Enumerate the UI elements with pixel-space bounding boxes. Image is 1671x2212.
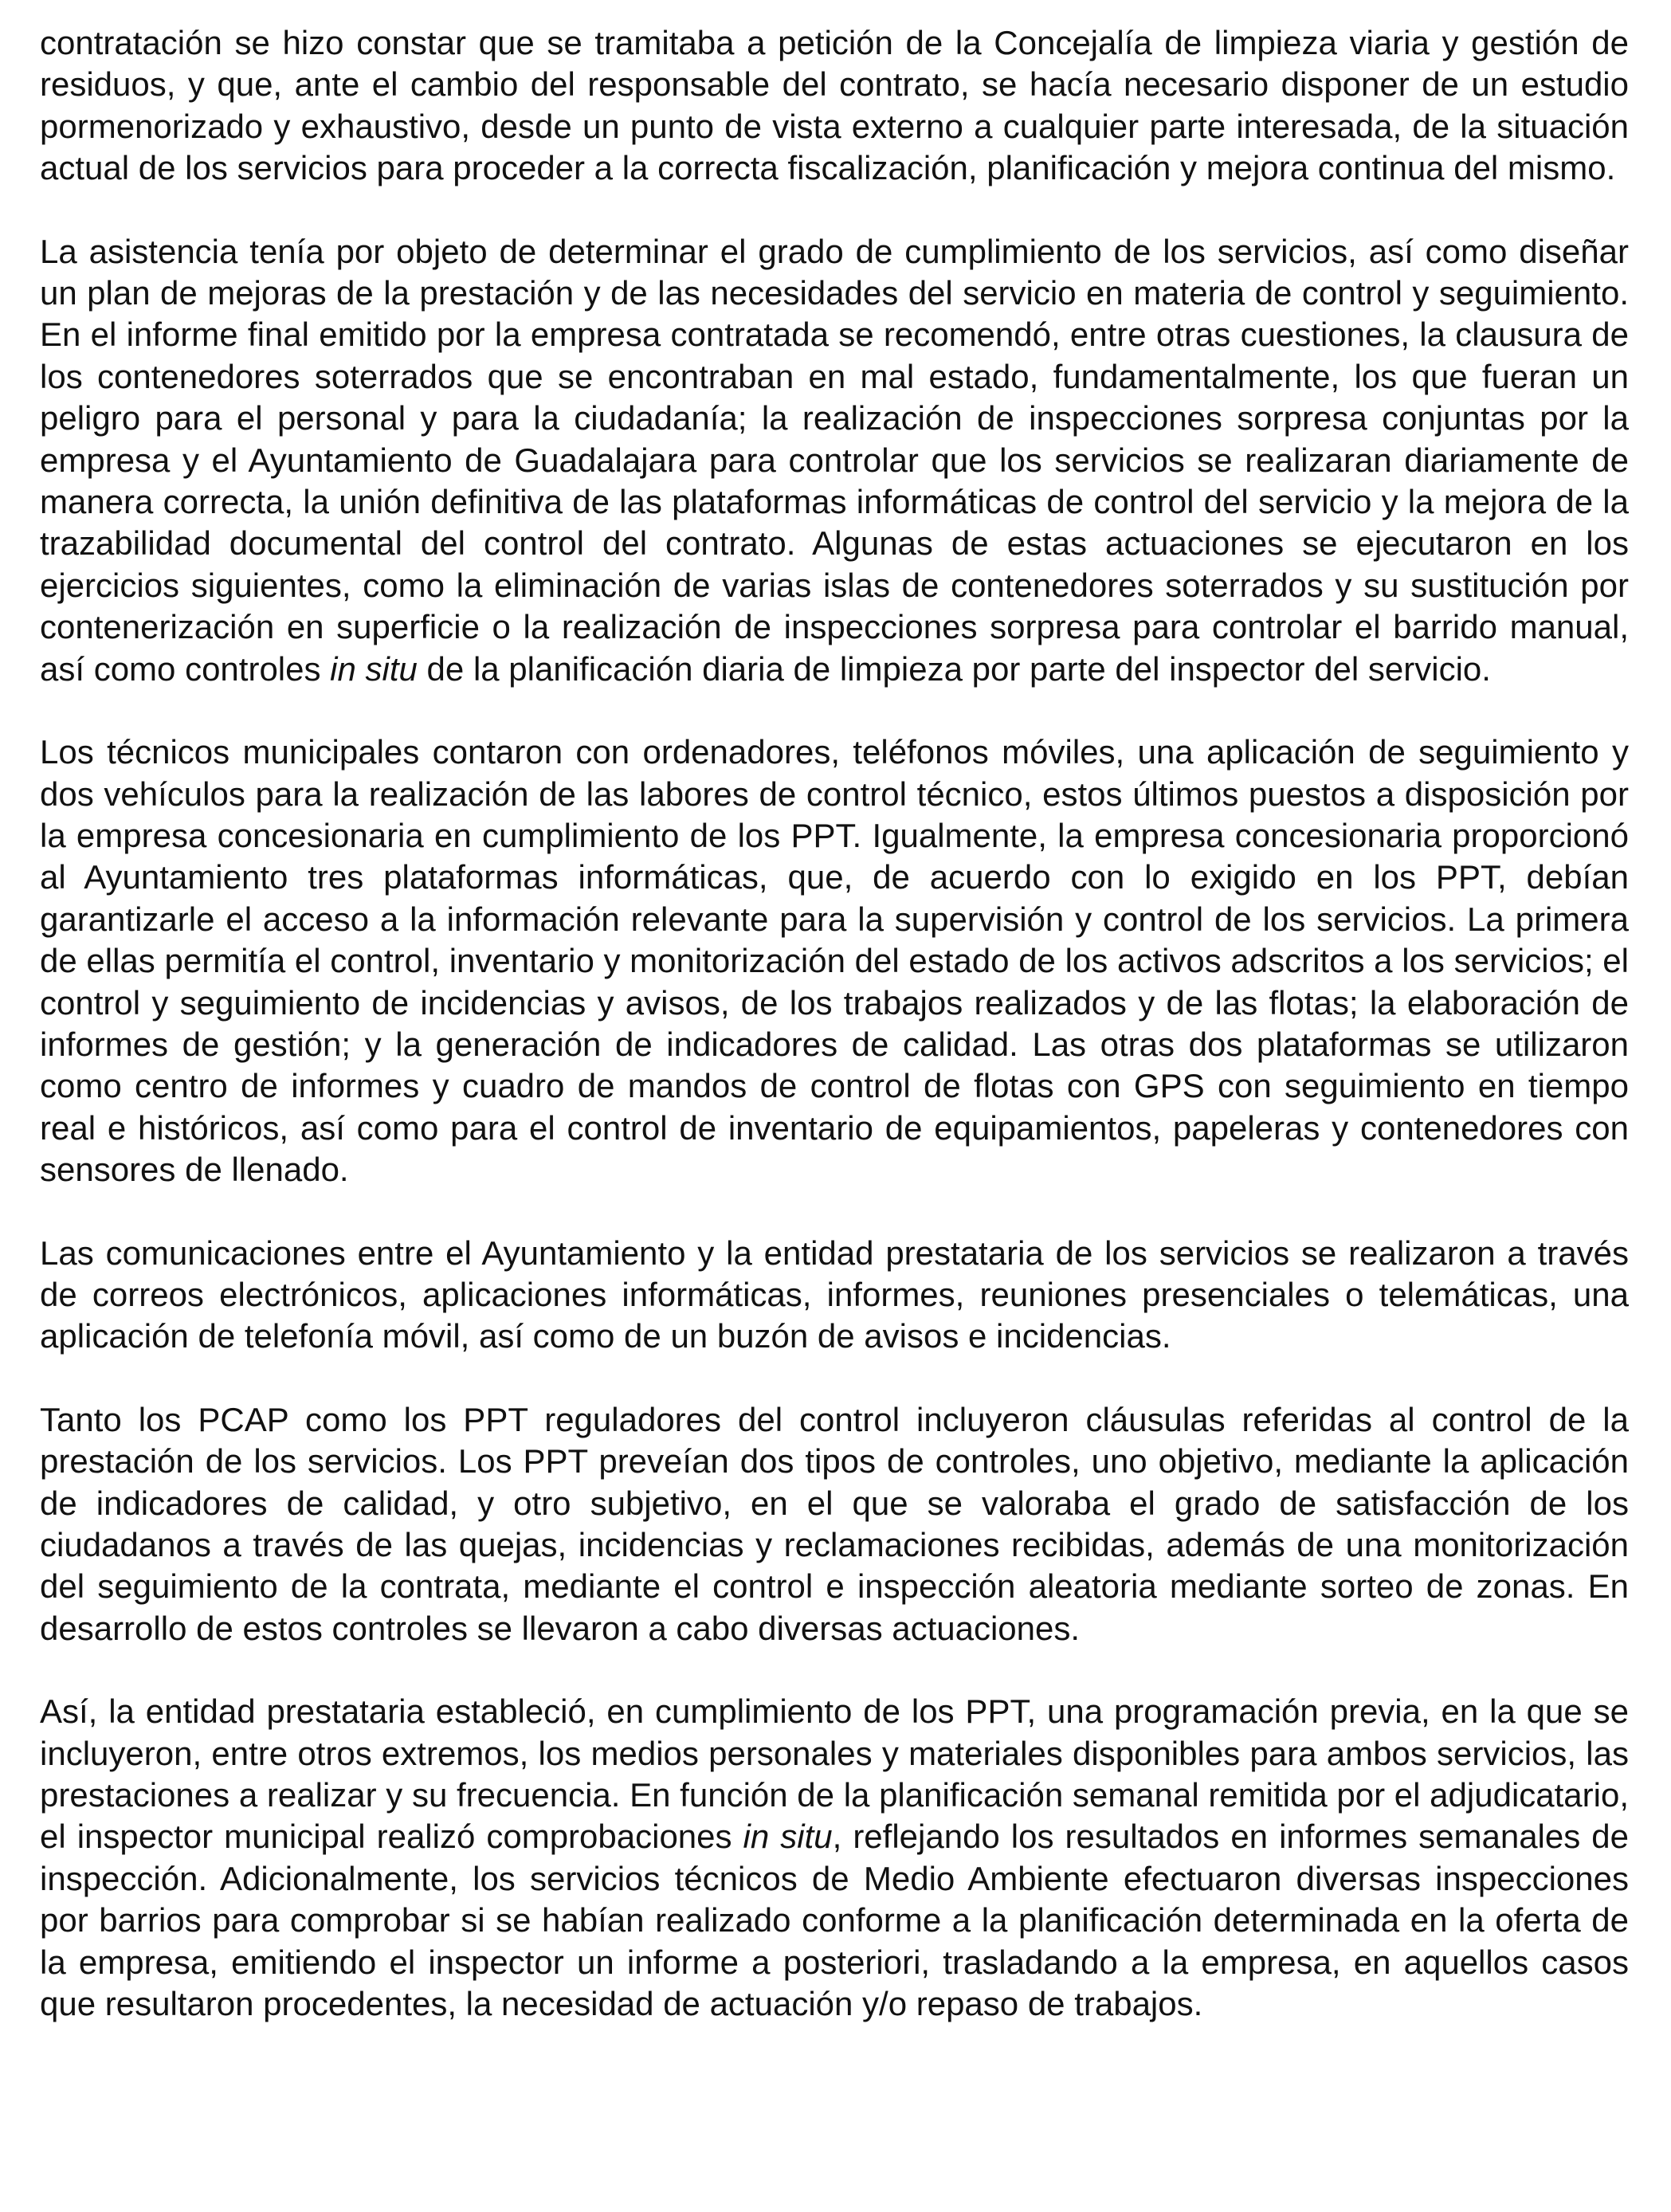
paragraph-assistance-objective bbox=[40, 231, 1629, 690]
paragraph-technical-means bbox=[40, 731, 1629, 1190]
italic-term: in situ bbox=[330, 649, 418, 688]
paragraph-contract-context bbox=[40, 22, 1629, 190]
paragraph-communications bbox=[40, 1233, 1629, 1358]
paragraph-text: contratación se hizo constar que se tramitaba a petición de la Concejalía de limpieza viaria y gestión de residuos, y que, ante el cambio del responsable del contrato, se hacía necesario disponer de un estudio pormenorizado y exhaustivo, desde un punto de vista externo a cualquier parte interesada, de la situación actual de los servicios para proceder a la correcta fiscalización, planificación y mejora continua del mismo. bbox=[40, 24, 1629, 187]
paragraph-control-clauses bbox=[40, 1399, 1629, 1649]
paragraph-programming-inspections bbox=[40, 1691, 1629, 2025]
paragraph-text: Tanto los PCAP como los PPT reguladores del control incluyeron cláusulas referidas al control de la prestación de los servicios. Los PPT preveían dos tipos de controles, uno objetivo, mediante la aplicación de indicadores de calidad, y otro subjetivo, en el que se valoraba el grado de satisfacción de los ciudadanos a través de las quejas, incidencias y reclamaciones recibidas, además de una monitorización del seguimiento de la contrata, mediante el control e inspección aleatoria mediante sorteo de zonas. En desarrollo de estos controles se llevaron a cabo diversas actuaciones. bbox=[40, 1400, 1629, 1647]
paragraph-text: Los técnicos municipales contaron con ordenadores, teléfonos móviles, una aplicación de seguimiento y dos vehículos para la realización de las labores de control técnico, estos últimos puestos a disposición por la empresa concesionaria en cumplimiento de los PPT. Igualmente, la empresa concesionaria proporcionó al Ayuntamiento tres plataformas informáticas, que, de acuerdo con lo exigido en los PPT, debían garantizarle el acceso a la información relevante para la supervisión y control de los servicios. La primera de ellas permitía el control, inventario y monitorización del estado de los activos adscritos a los servicios; el control y seguimiento de incidencias y avisos, de los trabajos realizados y de las flotas; la elaboración de informes de gestión; y la generación de indicadores de calidad. Las otras dos plataformas se utilizaron como centro de informes y cuadro de mandos de control de flotas con GPS con seguimiento en tiempo real e históricos, así como para el control de inventario de equipamientos, papeleras y contenedores con sensores de llenado. bbox=[40, 733, 1629, 1189]
paragraph-text: La asistencia tenía por objeto de determinar el grado de cumplimiento de los servicios, así como diseñar un plan de mejoras de la prestación y de las necesidades del servicio en materia de control y seguimiento. En el informe final emitido por la empresa contratada se recomendó, entre otras cuestiones, la clausura de los contenedores soterrados que se encontraban en mal estado, fundamentalmente, los que fueran un peligro para el personal y para la ciudadanía; la realización de inspecciones sorpresa conjuntas por la empresa y el Ayuntamiento de Guadalajara para controlar que los servicios se realizaran diariamente de manera correcta, la unión definitiva de las plataformas informáticas de control del servicio y la mejora de la trazabilidad documental del control del contrato. Algunas de estas actuaciones se ejecutaron en los ejercicios siguientes, como la eliminación de varias islas de contenedores soterrados y su sustitución por contenerización en superficie o la realización de inspecciones sorpresa para controlar el barrido manual, así como controles bbox=[40, 232, 1629, 688]
paragraph-text: Las comunicaciones entre el Ayuntamiento y la entidad prestataria de los servicios se realizaron a través de correos electrónicos, aplicaciones informáticas, informes, reuniones presenciales o telemáticas, una aplicación de telefonía móvil, así como de un buzón de avisos e incidencias. bbox=[40, 1233, 1629, 1355]
paragraph-text: Así, la entidad prestataria estableció, en cumplimiento de los PPT, una programación previa, en la que se incluyeron, entre otros extremos, los medios personales y materiales disponibles para ambos servicios, las prestaciones a realizar y su frecuencia. En función de la planificación semanal remitida por el adjudicatario, el inspector municipal realizó comprobaciones bbox=[40, 1692, 1629, 1856]
paragraph-text: , reflejando los resultados en informes semanales de inspección. Adicionalmente, los servicios técnicos de Medio Ambiente efectuaron diversas inspecciones por barrios para comprobar si se habían realizado conforme a la planificación determinada en la oferta de la empresa, emitiendo el inspector un informe a posteriori, trasladando a la empresa, en aquellos casos que resultaron procedentes, la necesidad de actuación y/o repaso de trabajos. bbox=[40, 1818, 1629, 2023]
document-page bbox=[40, 22, 1629, 2025]
paragraph-text: de la planificación diaria de limpieza por parte del inspector del servicio. bbox=[417, 649, 1491, 688]
italic-term: in situ bbox=[743, 1818, 833, 1856]
